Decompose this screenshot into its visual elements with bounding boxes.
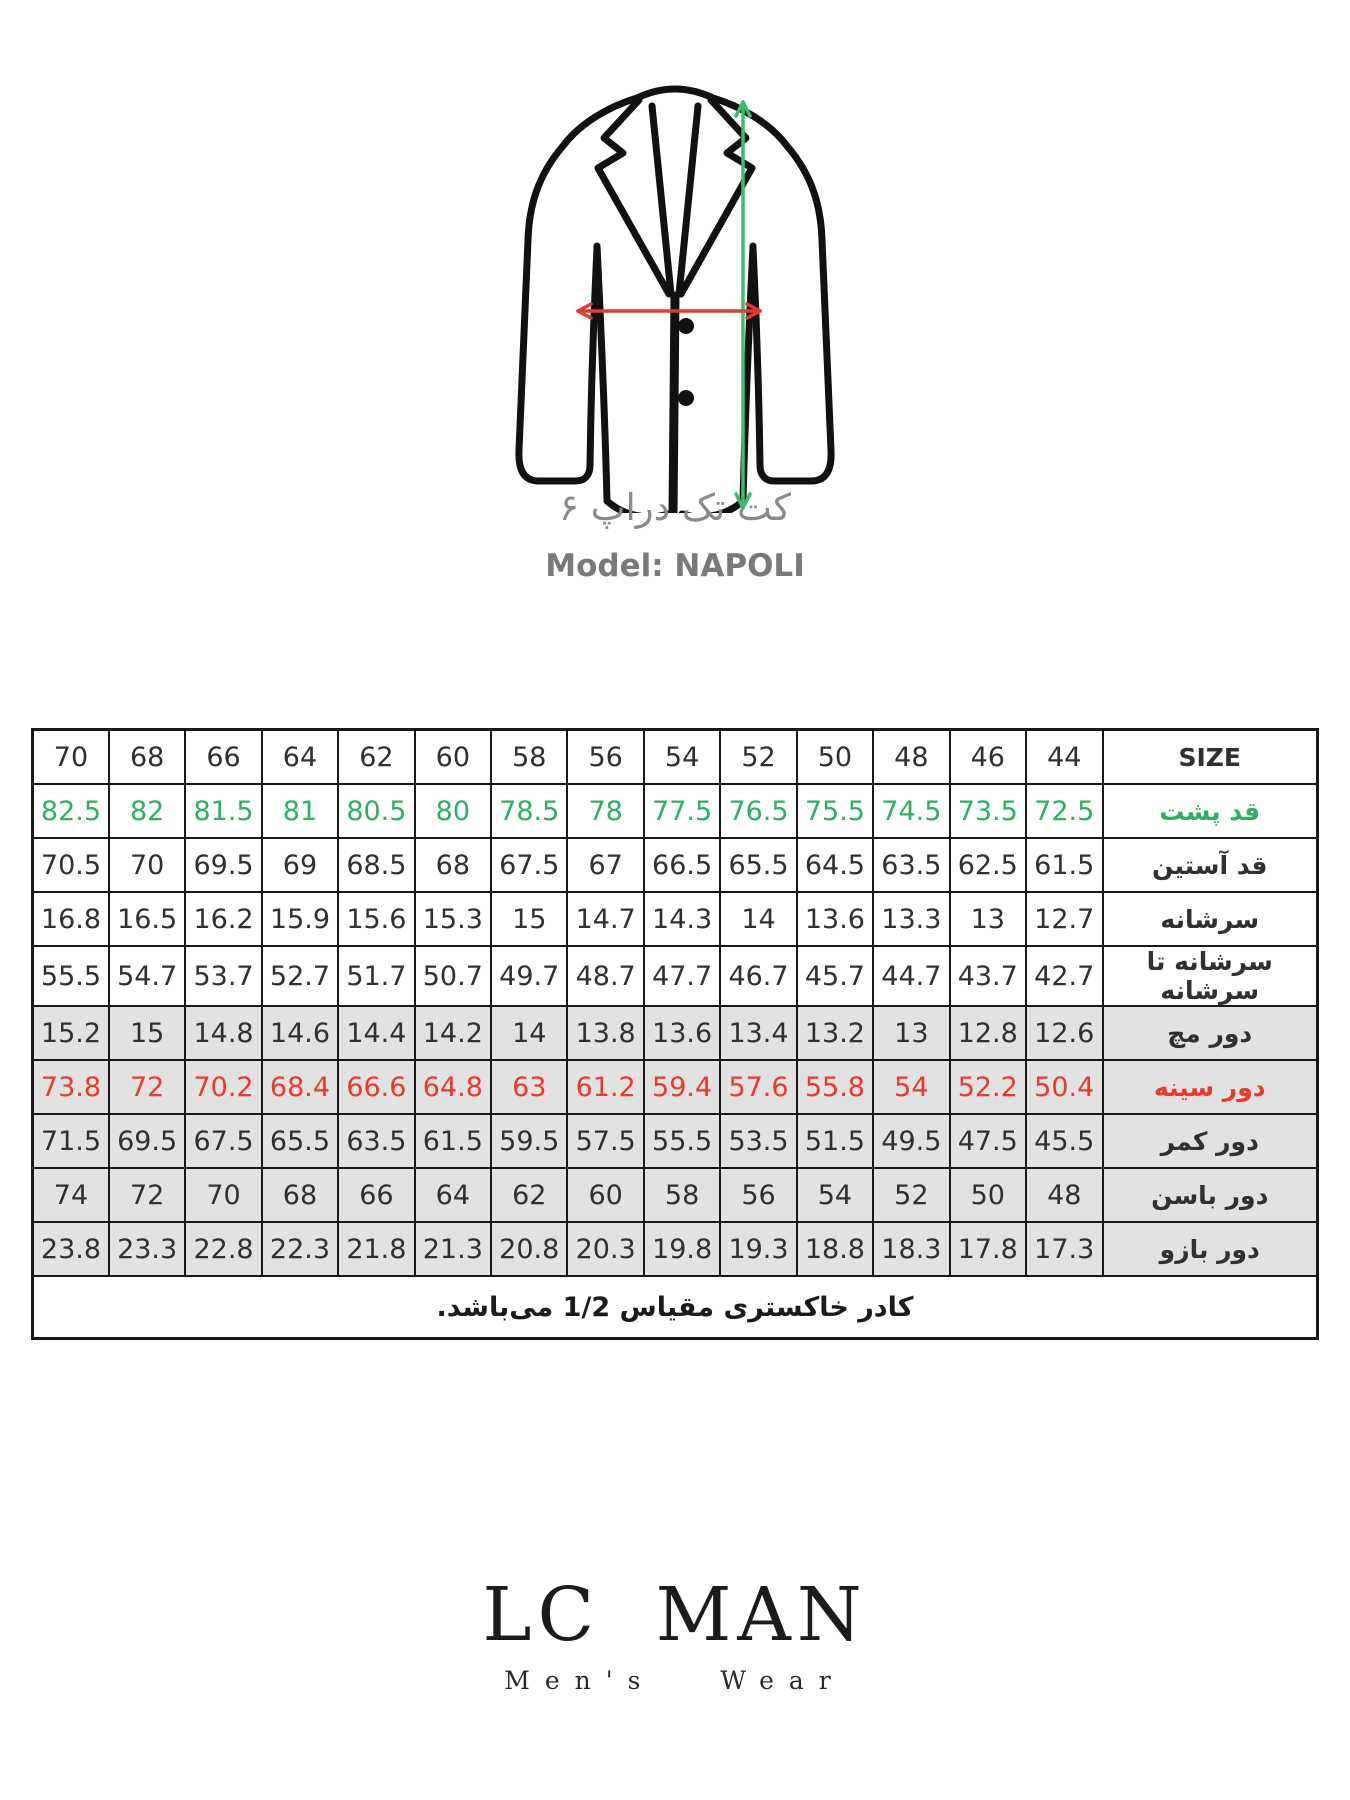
value-cell: 45.5 bbox=[1026, 1114, 1103, 1168]
value-cell: 61.5 bbox=[415, 1114, 491, 1168]
value-cell: 49.7 bbox=[491, 946, 567, 1006]
value-cell: 14.8 bbox=[185, 1006, 261, 1060]
size-cell: 56 bbox=[567, 730, 643, 785]
value-cell: 70 bbox=[185, 1168, 261, 1222]
value-cell: 14.7 bbox=[567, 892, 643, 946]
size-cell: 52 bbox=[720, 730, 796, 785]
value-cell: 14.2 bbox=[415, 1006, 491, 1060]
value-cell: 67.5 bbox=[491, 838, 567, 892]
value-cell: 17.3 bbox=[1026, 1222, 1103, 1276]
value-cell: 13.6 bbox=[644, 1006, 720, 1060]
value-cell: 16.8 bbox=[33, 892, 109, 946]
value-cell: 81.5 bbox=[185, 784, 261, 838]
value-cell: 15.6 bbox=[338, 892, 414, 946]
measure-row bbox=[33, 1006, 1318, 1060]
value-cell: 78.5 bbox=[491, 784, 567, 838]
value-cell: 42.7 bbox=[1026, 946, 1103, 1006]
size-chart-table bbox=[31, 728, 1319, 1340]
size-header-row bbox=[33, 730, 1318, 785]
row-label: دور مچ bbox=[1103, 1006, 1318, 1060]
value-cell: 52.2 bbox=[950, 1060, 1026, 1114]
value-cell: 59.5 bbox=[491, 1114, 567, 1168]
model-label: Model: NAPOLI bbox=[545, 548, 805, 584]
width-arrow bbox=[578, 304, 760, 318]
value-cell: 54 bbox=[797, 1168, 873, 1222]
jacket-button-bottom bbox=[678, 390, 694, 406]
measure-row bbox=[33, 1222, 1318, 1276]
value-cell: 80 bbox=[415, 784, 491, 838]
value-cell: 67.5 bbox=[185, 1114, 261, 1168]
value-cell: 21.3 bbox=[415, 1222, 491, 1276]
note-row bbox=[33, 1276, 1318, 1339]
measure-row bbox=[33, 1168, 1318, 1222]
value-cell: 52 bbox=[873, 1168, 949, 1222]
value-cell: 53.7 bbox=[185, 946, 261, 1006]
value-cell: 74 bbox=[33, 1168, 109, 1222]
value-cell: 15 bbox=[109, 1006, 185, 1060]
value-cell: 22.3 bbox=[262, 1222, 338, 1276]
value-cell: 15.3 bbox=[415, 892, 491, 946]
size-cell: 48 bbox=[873, 730, 949, 785]
measure-row bbox=[33, 838, 1318, 892]
value-cell: 44.7 bbox=[873, 946, 949, 1006]
value-cell: 64 bbox=[415, 1168, 491, 1222]
value-cell: 15.2 bbox=[33, 1006, 109, 1060]
value-cell: 43.7 bbox=[950, 946, 1026, 1006]
value-cell: 55.5 bbox=[33, 946, 109, 1006]
value-cell: 68 bbox=[415, 838, 491, 892]
size-cell: 58 bbox=[491, 730, 567, 785]
value-cell: 69.5 bbox=[109, 1114, 185, 1168]
value-cell: 68.5 bbox=[338, 838, 414, 892]
value-cell: 52.7 bbox=[262, 946, 338, 1006]
size-cell: 54 bbox=[644, 730, 720, 785]
value-cell: 59.4 bbox=[644, 1060, 720, 1114]
size-cell: 50 bbox=[797, 730, 873, 785]
value-cell: 81 bbox=[262, 784, 338, 838]
measure-row bbox=[33, 784, 1318, 838]
value-cell: 51.7 bbox=[338, 946, 414, 1006]
value-cell: 19.3 bbox=[720, 1222, 796, 1276]
measure-row bbox=[33, 946, 1318, 1006]
value-cell: 60 bbox=[567, 1168, 643, 1222]
value-cell: 72 bbox=[109, 1168, 185, 1222]
size-cell: 66 bbox=[185, 730, 261, 785]
scale-note: کادر خاکستری مقیاس 1/2 می‌باشد. bbox=[33, 1276, 1318, 1339]
value-cell: 54.7 bbox=[109, 946, 185, 1006]
value-cell: 74.5 bbox=[873, 784, 949, 838]
value-cell: 66.5 bbox=[644, 838, 720, 892]
value-cell: 13 bbox=[950, 892, 1026, 946]
jacket-illustration bbox=[415, 68, 935, 513]
value-cell: 23.3 bbox=[109, 1222, 185, 1276]
value-cell: 70.2 bbox=[185, 1060, 261, 1114]
row-label: دور بازو bbox=[1103, 1222, 1318, 1276]
value-cell: 57.6 bbox=[720, 1060, 796, 1114]
value-cell: 51.5 bbox=[797, 1114, 873, 1168]
value-cell: 53.5 bbox=[720, 1114, 796, 1168]
jacket-button-top bbox=[678, 318, 694, 334]
value-cell: 77.5 bbox=[644, 784, 720, 838]
measure-row bbox=[33, 1114, 1318, 1168]
jacket-drawing bbox=[415, 68, 935, 513]
value-cell: 15.9 bbox=[262, 892, 338, 946]
value-cell: 22.8 bbox=[185, 1222, 261, 1276]
value-cell: 76.5 bbox=[720, 784, 796, 838]
value-cell: 70.5 bbox=[33, 838, 109, 892]
value-cell: 20.8 bbox=[491, 1222, 567, 1276]
value-cell: 12.8 bbox=[950, 1006, 1026, 1060]
value-cell: 82.5 bbox=[33, 784, 109, 838]
size-cell: 68 bbox=[109, 730, 185, 785]
brand-logo bbox=[0, 1572, 1350, 1695]
value-cell: 82 bbox=[109, 784, 185, 838]
size-chart bbox=[31, 728, 1319, 1340]
value-cell: 65.5 bbox=[262, 1114, 338, 1168]
brand-tagline: Men's Wear bbox=[504, 1666, 846, 1695]
value-cell: 20.3 bbox=[567, 1222, 643, 1276]
value-cell: 45.7 bbox=[797, 946, 873, 1006]
value-cell: 68 bbox=[262, 1168, 338, 1222]
value-cell: 72 bbox=[109, 1060, 185, 1114]
size-cell: 64 bbox=[262, 730, 338, 785]
value-cell: 50 bbox=[950, 1168, 1026, 1222]
value-cell: 55.8 bbox=[797, 1060, 873, 1114]
value-cell: 62 bbox=[491, 1168, 567, 1222]
value-cell: 73.8 bbox=[33, 1060, 109, 1114]
value-cell: 14 bbox=[720, 892, 796, 946]
value-cell: 18.3 bbox=[873, 1222, 949, 1276]
value-cell: 14.6 bbox=[262, 1006, 338, 1060]
row-label: دور سینه bbox=[1103, 1060, 1318, 1114]
table-body bbox=[33, 730, 1318, 1339]
value-cell: 55.5 bbox=[644, 1114, 720, 1168]
value-cell: 57.5 bbox=[567, 1114, 643, 1168]
size-cell: 46 bbox=[950, 730, 1026, 785]
value-cell: 73.5 bbox=[950, 784, 1026, 838]
value-cell: 78 bbox=[567, 784, 643, 838]
value-cell: 75.5 bbox=[797, 784, 873, 838]
row-label: دور کمر bbox=[1103, 1114, 1318, 1168]
value-cell: 72.5 bbox=[1026, 784, 1103, 838]
value-cell: 13.3 bbox=[873, 892, 949, 946]
value-cell: 50.7 bbox=[415, 946, 491, 1006]
row-label: سرشانه تا سرشانه bbox=[1103, 946, 1318, 1006]
value-cell: 63 bbox=[491, 1060, 567, 1114]
size-cell: 44 bbox=[1026, 730, 1103, 785]
value-cell: 47.5 bbox=[950, 1114, 1026, 1168]
value-cell: 50.4 bbox=[1026, 1060, 1103, 1114]
value-cell: 18.8 bbox=[797, 1222, 873, 1276]
value-cell: 21.8 bbox=[338, 1222, 414, 1276]
value-cell: 58 bbox=[644, 1168, 720, 1222]
value-cell: 12.7 bbox=[1026, 892, 1103, 946]
value-cell: 15 bbox=[491, 892, 567, 946]
jacket-caption: کت تک دراپ ۶ bbox=[559, 486, 791, 529]
value-cell: 64.8 bbox=[415, 1060, 491, 1114]
value-cell: 46.7 bbox=[720, 946, 796, 1006]
value-cell: 48 bbox=[1026, 1168, 1103, 1222]
value-cell: 47.7 bbox=[644, 946, 720, 1006]
value-cell: 71.5 bbox=[33, 1114, 109, 1168]
value-cell: 70 bbox=[109, 838, 185, 892]
row-label: قد پشت bbox=[1103, 784, 1318, 838]
value-cell: 65.5 bbox=[720, 838, 796, 892]
value-cell: 69 bbox=[262, 838, 338, 892]
value-cell: 13 bbox=[873, 1006, 949, 1060]
value-cell: 56 bbox=[720, 1168, 796, 1222]
measure-row bbox=[33, 1060, 1318, 1114]
value-cell: 63.5 bbox=[338, 1114, 414, 1168]
value-cell: 14.3 bbox=[644, 892, 720, 946]
size-cell: 62 bbox=[338, 730, 414, 785]
value-cell: 64.5 bbox=[797, 838, 873, 892]
value-cell: 66.6 bbox=[338, 1060, 414, 1114]
row-label: سرشانه bbox=[1103, 892, 1318, 946]
value-cell: 12.6 bbox=[1026, 1006, 1103, 1060]
value-cell: 16.5 bbox=[109, 892, 185, 946]
value-cell: 13.6 bbox=[797, 892, 873, 946]
value-cell: 63.5 bbox=[873, 838, 949, 892]
value-cell: 68.4 bbox=[262, 1060, 338, 1114]
value-cell: 61.5 bbox=[1026, 838, 1103, 892]
row-label: دور باسن bbox=[1103, 1168, 1318, 1222]
brand-name: LC MAN bbox=[482, 1572, 868, 1658]
value-cell: 23.8 bbox=[33, 1222, 109, 1276]
value-cell: 13.2 bbox=[797, 1006, 873, 1060]
value-cell: 62.5 bbox=[950, 838, 1026, 892]
size-cell: 70 bbox=[33, 730, 109, 785]
value-cell: 61.2 bbox=[567, 1060, 643, 1114]
value-cell: 13.4 bbox=[720, 1006, 796, 1060]
value-cell: 16.2 bbox=[185, 892, 261, 946]
value-cell: 66 bbox=[338, 1168, 414, 1222]
value-cell: 49.5 bbox=[873, 1114, 949, 1168]
value-cell: 13.8 bbox=[567, 1006, 643, 1060]
value-cell: 54 bbox=[873, 1060, 949, 1114]
value-cell: 80.5 bbox=[338, 784, 414, 838]
value-cell: 17.8 bbox=[950, 1222, 1026, 1276]
measure-row bbox=[33, 892, 1318, 946]
value-cell: 67 bbox=[567, 838, 643, 892]
value-cell: 69.5 bbox=[185, 838, 261, 892]
value-cell: 19.8 bbox=[644, 1222, 720, 1276]
row-label: قد آستین bbox=[1103, 838, 1318, 892]
size-header-label: SIZE bbox=[1103, 730, 1318, 785]
value-cell: 14 bbox=[491, 1006, 567, 1060]
value-cell: 14.4 bbox=[338, 1006, 414, 1060]
size-cell: 60 bbox=[415, 730, 491, 785]
value-cell: 48.7 bbox=[567, 946, 643, 1006]
